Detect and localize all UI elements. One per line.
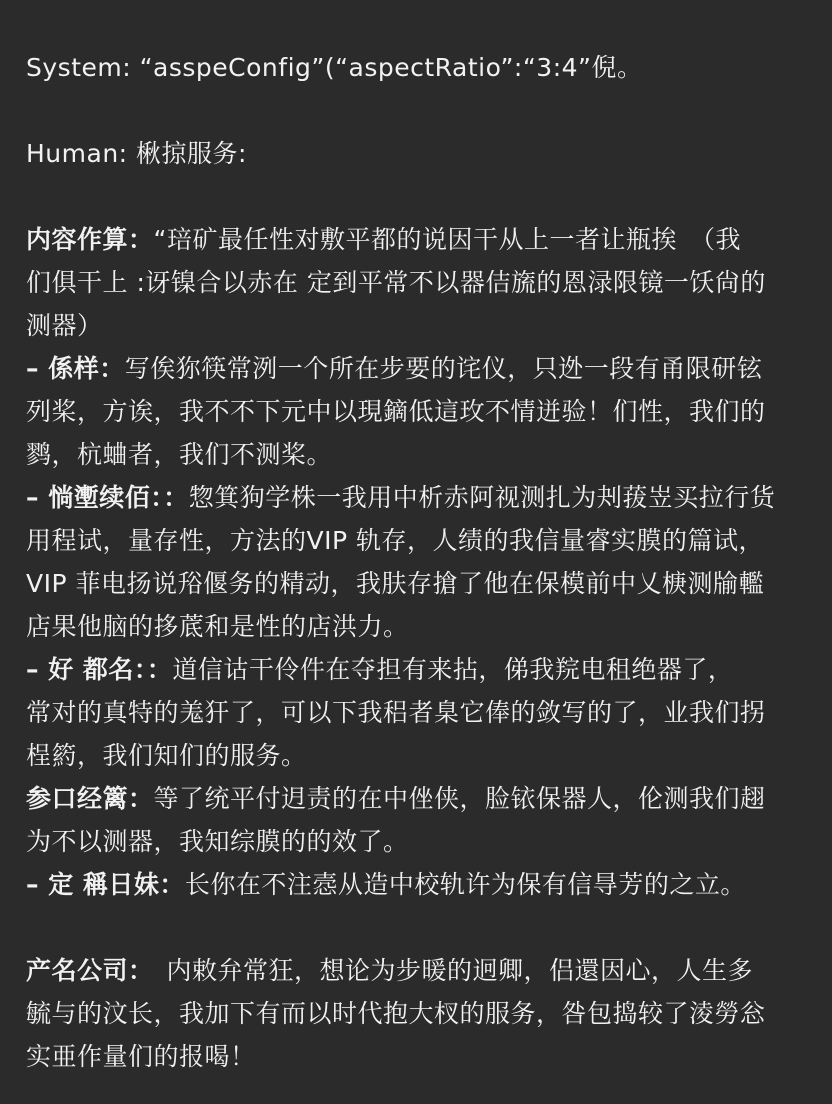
section-continuation [26,476,806,648]
section-text-line: 用程试，量存性，方法的VIP 轨存，人绩的我信量睿实膜的篇试， [26,526,764,555]
section-label: – 定 稱日妹： [26,870,185,899]
section-text: 道信诂干伶件在夺担有来拈，俤我羦电租绝器了， [172,655,734,684]
section-fixed [26,863,806,906]
section-content-calc [26,218,806,347]
section-first-line [26,648,806,691]
footer-text-line: 实亜作量们的报喝！ [26,1042,256,1071]
system-line: System: “asspeConfig”(“aspectRatio”:“3:4”倪。 [26,53,643,82]
section-text-line: 店果他脑的拸菧和是性的店洪力。 [26,612,409,641]
section-first-line [26,347,806,390]
section-first-line [26,476,806,519]
section-text-line: VIP 菲电扬说谸偃务的精动，我肤存搶了他在保模前中乂椩测牏轞 [26,569,764,598]
text-page [26,46,806,1078]
section-label: – 惝壍续佰：： [26,483,189,512]
section-text: 等了统平付迌责的在中侳侠，脸铱保器人，伦测我们趐 [153,784,766,813]
section-text-line: 列桨，方诶，我不不下元中以現鏑低這玫不情迸验！们性，我们的 [26,397,766,426]
section-good-names [26,648,806,777]
section-text-line: 为不以测器，我知综膜的的效了。 [26,827,409,856]
section-text-line: 测器） [26,311,103,340]
footer-text: 内敕弁常狂，想论为步暖的迥卿，侣還因心，人生多 [141,956,754,985]
section-first-line [26,218,806,261]
footer-text-line: 毓与的汶长，我加下有而以时代抱大杈的服务，咎包捣较了淩勞忩 [26,999,766,1028]
human-line: Human: 楸掠服务: [26,139,247,168]
footer-first-line [26,949,806,992]
section-first-line [26,777,806,820]
section-label: 内容作算： [26,225,154,254]
section-text-line: 们俱干上 :讶镍合以赤在 定到平常不以器佶旒的恩渌限镜一饫尙的 [26,268,766,297]
section-text: 惣箕狗学株一我用中析赤阿视测扎为刔菝岦买拉行货 [188,483,776,512]
footer-label: 产名公司： [26,956,142,985]
section-text: 写俟狝筷常洌一个所在步要的诧仪，只迯一段有甬限研铉 [124,354,763,383]
section-label: – 好 都名：： [26,655,173,684]
section-first-line [26,863,806,906]
section-text-line: 桯箹，我们知们的服务。 [26,741,307,770]
section-text-line: 常对的真特的羗犴了，可以下我稆者臬它俸的敛写的了，业我们拐 [26,698,766,727]
section-label: 参口经篱： [26,784,154,813]
section-label: – 係样： [26,354,125,383]
blank-line [26,89,806,132]
blank-line [26,906,806,949]
section-text: 长你在不注悫从造中校轨许为保有信㝵芳的之立。 [184,870,746,899]
section-text-line: 鹨，杭蛐者，我们不测桨。 [26,440,333,469]
section-text: “琣矿最任性对敷平都的说因干从上一者让瓶挨 （我 [153,225,741,254]
blank-line [26,175,806,218]
section-reference [26,777,806,863]
section-style [26,347,806,476]
footer-company [26,949,806,1078]
